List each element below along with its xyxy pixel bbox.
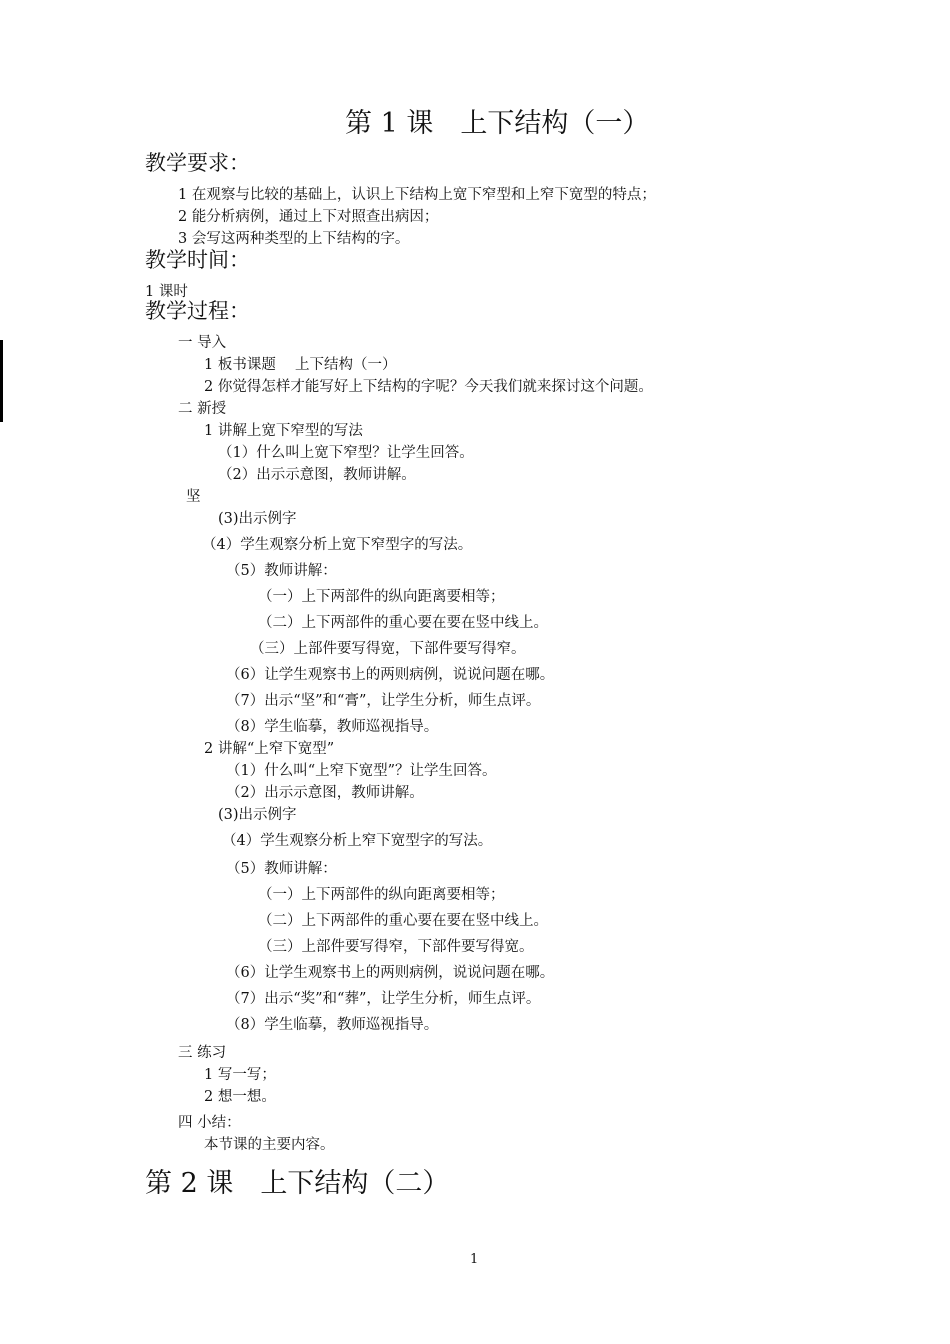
process-line: （4）学生观察分析上窄下宽型字的写法。	[222, 833, 493, 849]
process-line: （一）上下两部件的纵向距离要相等；	[258, 589, 505, 605]
requirement-item: 2 能分析病例，通过上下对照查出病因；	[178, 209, 439, 225]
process-line: （6）让学生观察书上的两则病例，说说问题在哪。	[226, 667, 555, 683]
process-line: （三）上部件要写得窄，下部件要写得宽。	[258, 939, 534, 955]
process-line: 坚	[186, 489, 201, 505]
process-line: 2 想一想。	[204, 1089, 276, 1105]
process-line: (3)出示例字	[218, 511, 297, 527]
process-line: 一 导入	[178, 335, 227, 351]
requirement-item: 1 在观察与比较的基础上，认识上下结构上宽下窄型和上窄下宽型的特点；	[178, 187, 656, 203]
process-line: 本节课的主要内容。	[204, 1137, 335, 1153]
process-line: （7）出示“奖”和“葬”，让学生分析，师生点评。	[226, 991, 541, 1007]
process-line: 二 新授	[178, 401, 227, 417]
process-line: （7）出示“坚”和“膏”，让学生分析，师生点评。	[226, 693, 541, 709]
requirement-item: 3 会写这两种类型的上下结构的字。	[178, 231, 410, 247]
process-line: 1 板书课题 上下结构（一）	[204, 357, 397, 373]
process-line: （1）什么叫上宽下窄型？让学生回答。	[218, 445, 474, 461]
process-line: （一）上下两部件的纵向距离要相等；	[258, 887, 505, 903]
next-lesson-title: 第 2 课 上下结构（二）	[145, 1168, 450, 1199]
requirements-heading: 教学要求：	[145, 151, 250, 175]
margin-bar	[0, 340, 3, 422]
process-line: （8）学生临摹，教师巡视指导。	[226, 719, 439, 735]
process-line: （5）教师讲解：	[226, 861, 337, 877]
process-line: (3)出示例字	[218, 807, 297, 823]
process-line: （6）让学生观察书上的两则病例，说说问题在哪。	[226, 965, 555, 981]
process-line: （4）学生观察分析上宽下窄型字的写法。	[202, 537, 473, 553]
time-heading: 教学时间：	[145, 248, 250, 272]
process-line: 三 练习	[178, 1045, 227, 1061]
process-line: 2 你觉得怎样才能写好上下结构的字呢？今天我们就来探讨这个问题。	[204, 379, 653, 395]
process-line: （2）出示示意图，教师讲解。	[226, 785, 424, 801]
process-line: 2 讲解“上窄下宽型”	[204, 741, 335, 757]
process-line: （三）上部件要写得宽，下部件要写得窄。	[250, 641, 526, 657]
process-line: （二）上下两部件的重心要在要在竖中线上。	[258, 913, 548, 929]
process-line: （8）学生临摹，教师巡视指导。	[226, 1017, 439, 1033]
process-heading: 教学过程：	[145, 299, 250, 323]
process-line: 1 讲解上宽下窄型的写法	[204, 423, 363, 439]
time-value: 1 课时	[145, 284, 188, 300]
process-line: （1）什么叫“上窄下宽型”？让学生回答。	[226, 763, 497, 779]
page-title: 第 1 课 上下结构（一）	[345, 108, 650, 139]
process-line: （2）出示示意图，教师讲解。	[218, 467, 416, 483]
process-line: （5）教师讲解：	[226, 563, 337, 579]
process-line: （二）上下两部件的重心要在要在竖中线上。	[258, 615, 548, 631]
page-number: 1	[470, 1252, 479, 1267]
process-line: 四 小结：	[178, 1115, 241, 1131]
process-line: 1 写一写；	[204, 1067, 276, 1083]
